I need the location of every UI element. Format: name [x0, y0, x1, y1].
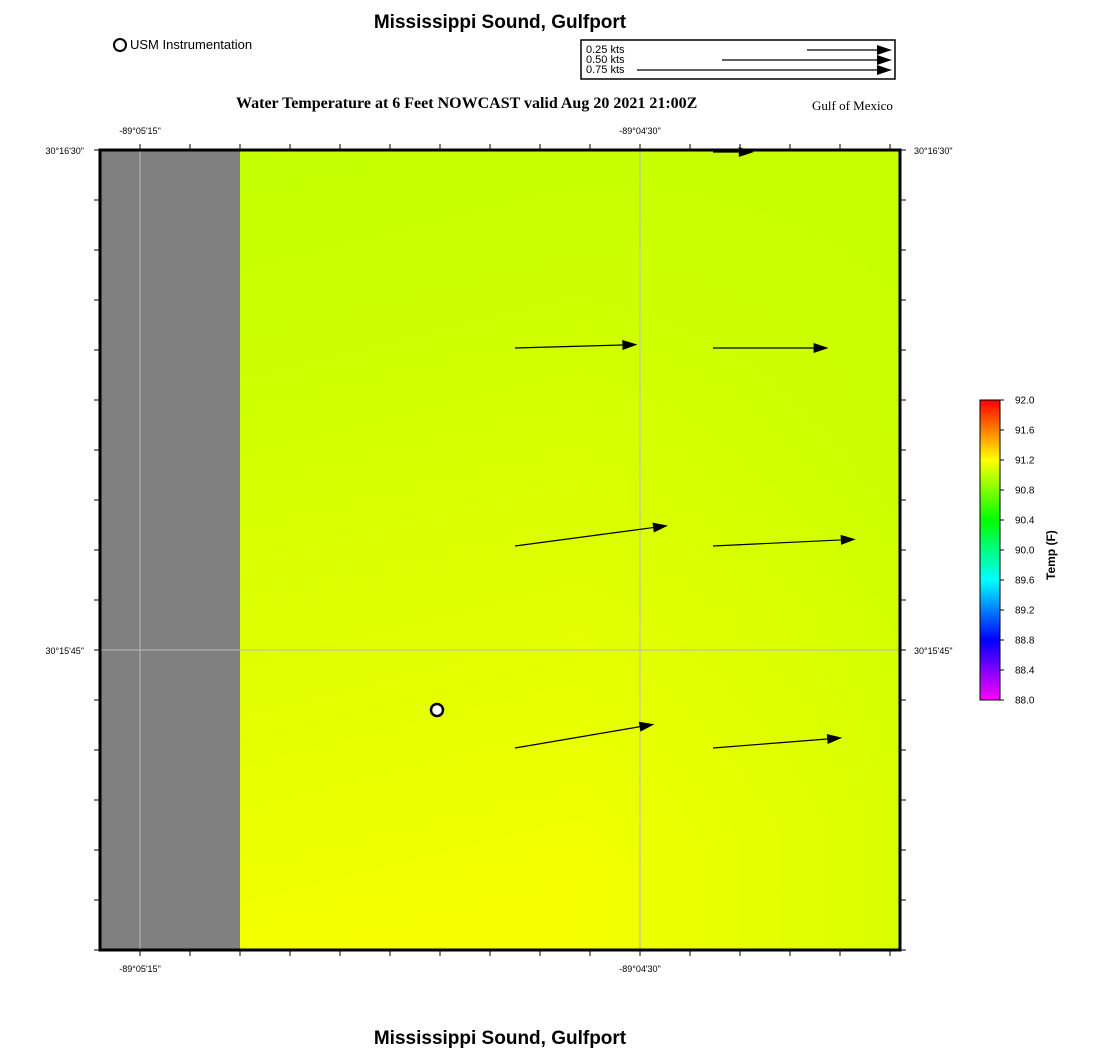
- land-mask: [100, 150, 240, 950]
- lat-tick-label-right-1: 30°16'30": [914, 146, 953, 156]
- lon-tick-label-top-1: -89°05'15": [119, 126, 161, 136]
- colorbar: [960, 390, 1050, 710]
- lon-tick-label-bottom-1: -89°05'15": [119, 964, 161, 974]
- speed-legend-label-1: 0.25 kts: [586, 44, 625, 56]
- colorbar-title: Temp (F): [1044, 530, 1058, 580]
- colorbar-tick-label: 91.6: [1015, 425, 1035, 437]
- colorbar-tick-label: 90.0: [1015, 545, 1035, 557]
- colorbar-tick-label: 90.8: [1015, 485, 1035, 497]
- usm-station-marker: [431, 704, 443, 716]
- plot-title: Water Temperature at 6 Feet NOWCAST valid Aug 20 2021 21:00Z: [236, 95, 698, 112]
- map-title: Mississippi Sound, Gulfport: [373, 12, 627, 33]
- speed-legend-label-2: 0.50 kts: [586, 54, 625, 66]
- speed-legend-label-3: 0.75 kts: [586, 64, 625, 76]
- colorbar-tick-label: 89.2: [1015, 605, 1035, 617]
- footer-title: Mississippi Sound, Gulfport: [373, 1028, 627, 1049]
- lon-tick-label-bottom-2: -89°04'30": [619, 964, 661, 974]
- colorbar-tick-label: 90.4: [1015, 515, 1035, 527]
- colorbar-tick-label: 92.0: [1015, 395, 1035, 407]
- colorbar-tick-label: 88.8: [1015, 635, 1035, 647]
- colorbar-tick-label: 88.4: [1015, 665, 1035, 677]
- region-label: Gulf of Mexico: [812, 98, 893, 113]
- colorbar-ramp: [980, 400, 1000, 700]
- colorbar-tick-label: 88.0: [1015, 695, 1035, 707]
- lon-tick-label-top-2: -89°04'30": [619, 126, 661, 136]
- colorbar-tick-label: 89.6: [1015, 575, 1035, 587]
- colorbar-tick-label: 91.2: [1015, 455, 1035, 467]
- lat-tick-label-right-2: 30°15'45": [914, 646, 953, 656]
- lat-tick-label-left-1: 30°16'30": [45, 146, 84, 156]
- lat-tick-label-left-2: 30°15'45": [45, 646, 84, 656]
- instrument-legend-label: USM Instrumentation: [130, 37, 253, 52]
